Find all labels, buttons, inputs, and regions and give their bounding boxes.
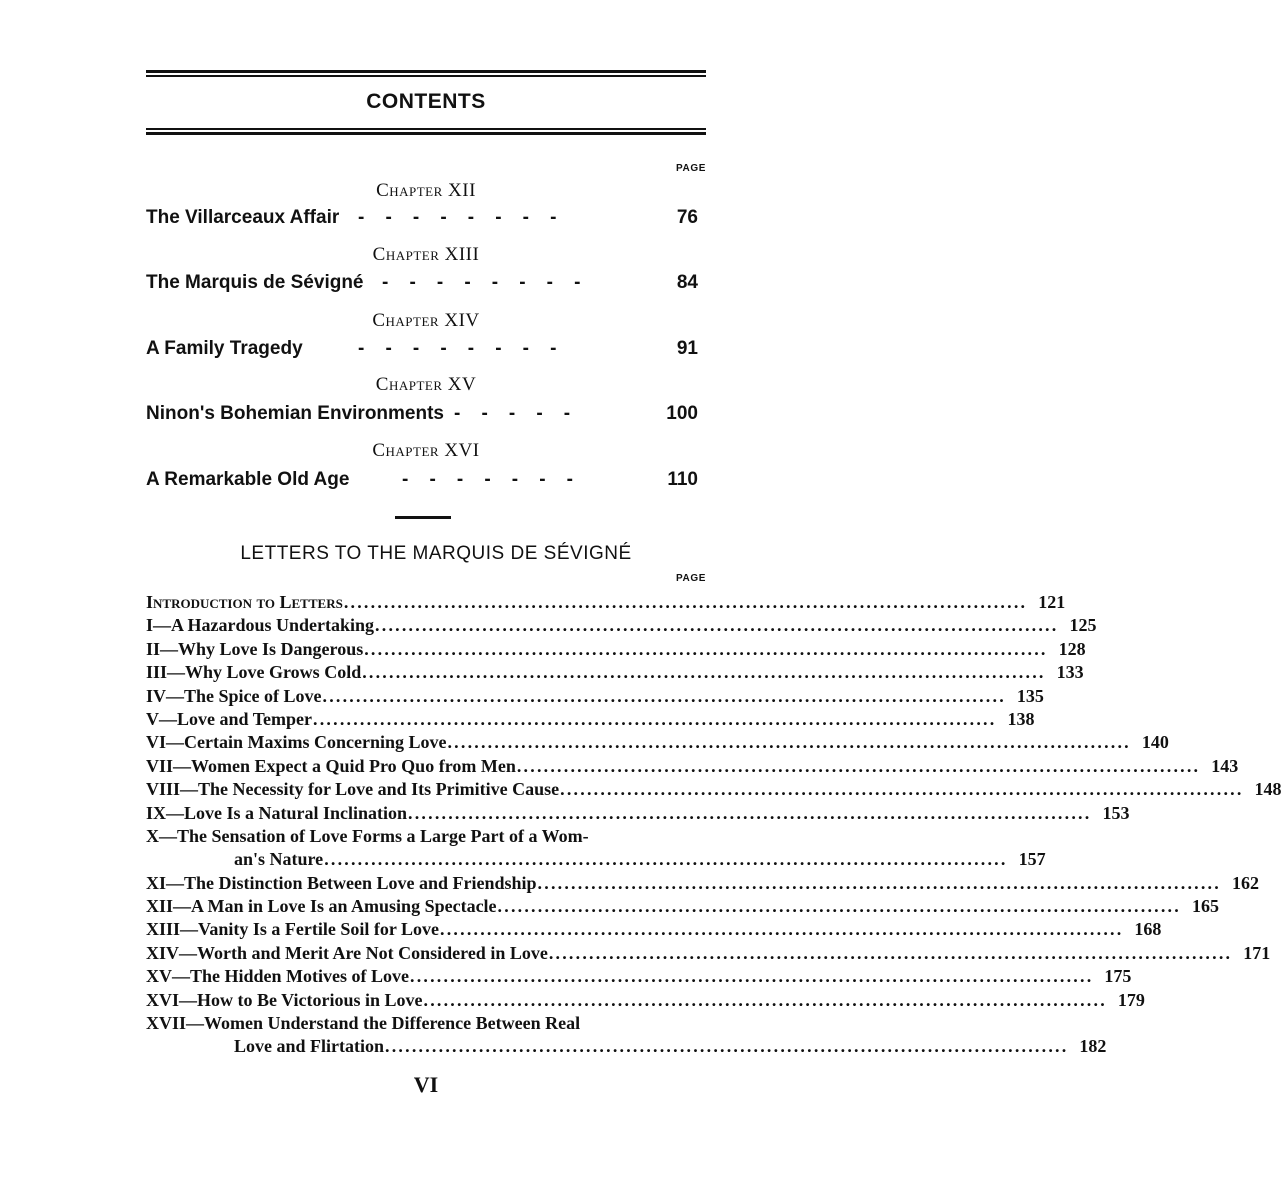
entry-page: 140 (1141, 732, 1169, 753)
entry-title: IV—The Spice of Love (146, 685, 322, 706)
list-item (146, 965, 1132, 988)
list-item (146, 755, 1239, 778)
entry-page: 135 (1016, 685, 1044, 706)
list-item-continuation (146, 1035, 1107, 1058)
list-item (146, 685, 1044, 708)
list-item (146, 895, 1219, 918)
leader-dashes: - - - - - (454, 403, 571, 424)
entry-page: 157 (1018, 849, 1046, 870)
entry-page: 168 (1134, 919, 1162, 940)
leader-dots: ...................................................................................................... (408, 802, 1092, 823)
entry-title: Introduction to Letters (146, 592, 343, 612)
entry-title: XVII—Women Understand the Difference Between Real (146, 1013, 581, 1034)
page-column-label: PAGE (676, 163, 706, 174)
list-item (146, 872, 1259, 895)
leader-dots: ...................................................................................................... (385, 1036, 1069, 1057)
list-item (146, 778, 1282, 801)
title-rule (146, 128, 706, 135)
leader-dashes: - - - - - - - - (358, 207, 557, 228)
leader-dots: ...................................................................................................... (362, 662, 1046, 683)
list-item (146, 1012, 700, 1035)
list-item (146, 591, 1066, 614)
list-item (146, 802, 1130, 825)
list-item (146, 708, 1035, 731)
page-title: CONTENTS (366, 90, 486, 113)
chapter-entry (146, 272, 706, 298)
leader-dots: ...................................................................................................... (423, 989, 1107, 1010)
entry-title-continuation: an's Nature (234, 849, 324, 870)
leader-dots: ...................................................................................................... (375, 615, 1059, 636)
leader-dots: ...................................................................................................... (560, 779, 1244, 800)
entry-title: V—Love and Temper (146, 708, 313, 729)
list-item (146, 661, 1084, 684)
list-item (146, 989, 1145, 1012)
list-item-continuation (146, 848, 1046, 871)
chapter-heading: Chapter XV (375, 374, 477, 395)
list-item (146, 918, 1162, 941)
entry-title: III—Why Love Grows Cold (146, 662, 362, 683)
leader-dots: ...................................................................................................... (548, 942, 1233, 963)
leader-dots: ...................................................................................................... (516, 755, 1201, 776)
entry-page: 121 (1038, 592, 1066, 612)
leader-dots: ...................................................................................................... (364, 638, 1048, 659)
list-item (146, 731, 1169, 754)
entry-title: VII—Women Expect a Quid Pro Quo from Men (146, 755, 516, 776)
letters-page-label: PAGE (676, 573, 706, 584)
leader-dashes: - - - - - - - - (382, 272, 581, 293)
chapter-page: 91 (676, 338, 698, 359)
chapter-page: 110 (667, 469, 698, 490)
chapter-page: 100 (666, 403, 698, 424)
chapter-entry (146, 469, 706, 495)
chapter-heading: Chapter XIII (372, 244, 480, 265)
entry-page: 165 (1191, 896, 1219, 917)
entry-title: X—The Sensation of Love Forms a Large Part of a Wom- (146, 825, 589, 846)
leader-dots: ...................................................................................................... (324, 849, 1008, 870)
entry-title: XIII—Vanity Is a Fertile Soil for Love (146, 919, 440, 940)
entry-page: 138 (1007, 708, 1035, 729)
chapter-heading: Chapter XII (376, 180, 476, 201)
entry-page: 143 (1211, 755, 1239, 776)
list-item (146, 942, 1271, 965)
entry-title: I—A Hazardous Undertaking (146, 615, 375, 636)
leader-dots: ...................................................................................................... (313, 708, 997, 729)
chapter-title: The Villarceaux Affair (146, 207, 340, 228)
chapter-heading: Chapter XVI (372, 440, 480, 461)
chapter-title: A Remarkable Old Age (146, 469, 350, 490)
entry-title: VIII—The Necessity for Love and Its Primitive Cause (146, 779, 560, 800)
entry-page: 179 (1117, 989, 1145, 1010)
entry-page: 171 (1243, 942, 1271, 963)
entry-title: XIV—Worth and Merit Are Not Considered in Love (146, 942, 548, 963)
list-item (146, 614, 1097, 637)
entry-title: II—Why Love Is Dangerous (146, 638, 364, 659)
list-item (146, 825, 700, 848)
leader-dashes: - - - - - - - - (358, 338, 557, 359)
chapter-entry (146, 403, 706, 429)
leader-dots: ...................................................................................................... (440, 919, 1124, 940)
entry-title: IX—Love Is a Natural Inclination (146, 802, 408, 823)
leader-dots: ...................................................................................................... (497, 896, 1181, 917)
entry-page: 148 (1254, 779, 1282, 800)
chapter-title: The Marquis de Sévigné (146, 272, 364, 293)
chapter-entry (146, 338, 706, 364)
entry-title: XI—The Distinction Between Love and Friendship (146, 872, 537, 893)
chapter-heading: Chapter XIV (372, 310, 480, 331)
chapter-page: 84 (676, 272, 698, 293)
chapter-entry (146, 207, 706, 233)
entry-title: XVI—How to Be Victorious in Love (146, 989, 423, 1010)
entry-page: 182 (1079, 1036, 1107, 1057)
letters-list (146, 591, 1282, 1059)
entry-page: 125 (1069, 615, 1097, 636)
chapter-title: A Family Tragedy (146, 338, 303, 359)
chapter-title: Ninon's Bohemian Environments (146, 403, 444, 424)
page-number: VI (413, 1072, 439, 1097)
section-divider (395, 516, 451, 519)
leader-dots: ...................................................................................................... (537, 872, 1221, 893)
entry-title: VI—Certain Maxims Concerning Love (146, 732, 447, 753)
leader-dots: ...................................................................................................... (343, 592, 1028, 612)
top-rule (146, 70, 706, 77)
entry-page: 162 (1231, 872, 1259, 893)
entry-page: 153 (1102, 802, 1130, 823)
leader-dots: ...................................................................................................... (410, 966, 1094, 987)
entry-title-continuation: Love and Flirtation (234, 1036, 385, 1057)
leader-dashes: - - - - - - - (402, 469, 573, 490)
entry-page: 133 (1056, 662, 1084, 683)
entry-title: XV—The Hidden Motives of Love (146, 966, 409, 987)
chapter-page: 76 (676, 207, 698, 228)
letters-section-title: LETTERS TO THE MARQUIS DE SÉVIGNÉ (240, 543, 632, 564)
entry-page: 128 (1058, 638, 1086, 659)
leader-dots: ...................................................................................................... (447, 732, 1131, 753)
list-item (146, 638, 1086, 661)
entry-page: 175 (1104, 966, 1132, 987)
entry-title: XII—A Man in Love Is an Amusing Spectacle (146, 896, 497, 917)
leader-dots: ...................................................................................................... (322, 685, 1006, 706)
